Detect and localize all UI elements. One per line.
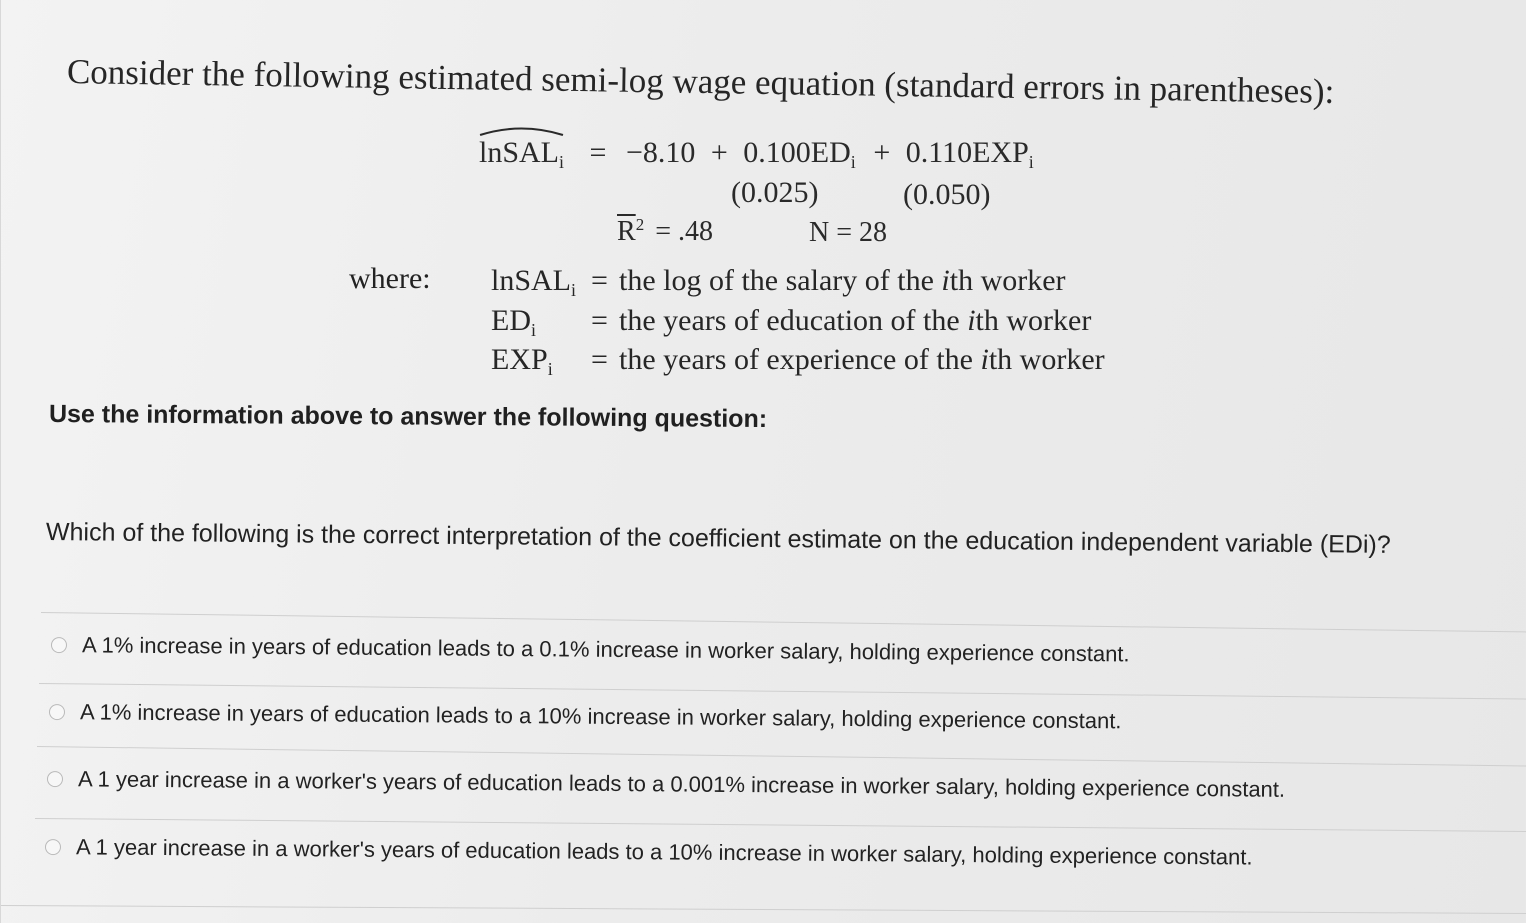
r-squared [617,215,713,248]
se-exp: (0.050) [903,178,991,211]
definition-sub: i [547,359,553,379]
equation-line [479,136,1034,173]
definition-ital: i [980,343,989,376]
equation-plus-2: + [873,136,891,169]
definition-text: the years of experience of the [619,343,981,376]
divider [1,905,1526,914]
equation-lhs-subscript: i [559,152,565,172]
definition-eq: = [591,264,608,297]
answer-option-2[interactable] [49,699,1122,734]
equation-lhs: lnSAL [479,136,560,169]
answer-option-label: A 1 year increase in a worker's years of education leads to a 10% increase in worker salary, holding experience constant. [75,834,1253,870]
definition-tail: th worker [975,304,1092,337]
radio-button[interactable] [47,771,63,787]
radio-button[interactable] [45,839,61,855]
divider [37,746,1526,767]
definition-var: lnSAL [491,264,572,297]
definition-var: EXP [491,343,548,376]
radio-button[interactable] [49,704,65,720]
equation-constant: −8.10 [625,136,696,169]
r-squared-sup: 2 [635,215,645,234]
radio-button[interactable] [51,637,67,653]
hat-icon [479,124,564,136]
divider [35,818,1526,832]
definition-eq: = [591,343,608,376]
instruction-text: Use the information above to answer the following question: [48,400,768,434]
r-bar: $\overline{R}$ [617,216,636,247]
definition-sub: i [531,320,537,340]
intro-text: Consider the following estimated semi-log wage equation (standard errors in parentheses): [66,52,1335,111]
divider [41,612,1526,632]
equation-exp-subscript: i [1028,152,1034,172]
answer-option-label: A 1% increase in years of education leads to a 10% increase in worker salary, holding experience constant. [79,699,1122,734]
sample-size: N = 28 [809,217,888,248]
equation-coef-ed: 0.100ED [743,136,851,169]
definition-sub: i [571,280,577,300]
definition-eq: = [591,304,608,337]
equation-plus-1: + [710,136,728,169]
definition-exp [491,343,1105,380]
definition-text: the log of the salary of the [619,264,942,297]
definition-lnsal [491,264,1066,301]
equation-coef-exp: 0.110EXP [905,136,1029,169]
r-squared-value: = .48 [655,216,713,247]
equation-equals: = [589,136,607,169]
definition-ed [491,304,1091,341]
question-text: Which of the following is the correct interpretation of the coefficient estimate on the education independent variable (EDi)? [45,518,1391,559]
lnsal-hat [479,136,564,173]
answer-option-label: A 1 year increase in a worker's years of education leads to a 0.001% increase in worker salary, holding experience constant. [77,766,1286,802]
answer-option-1[interactable] [51,632,1130,667]
answer-option-3[interactable] [47,766,1285,803]
where-label: where: [349,262,431,295]
equation-ed-subscript: i [850,152,856,172]
divider [39,683,1526,700]
definition-ital: i [967,304,976,337]
definition-var: ED [491,304,531,337]
definition-tail: th worker [988,343,1105,376]
definition-ital: i [941,264,950,297]
answer-option-4[interactable] [45,834,1253,871]
definition-tail: th worker [949,264,1066,297]
definition-text: the years of education of the [619,304,968,337]
answer-option-label: A 1% increase in years of education leads to a 0.1% increase in worker salary, holding experience constant. [81,632,1130,667]
se-ed: (0.025) [731,176,819,209]
